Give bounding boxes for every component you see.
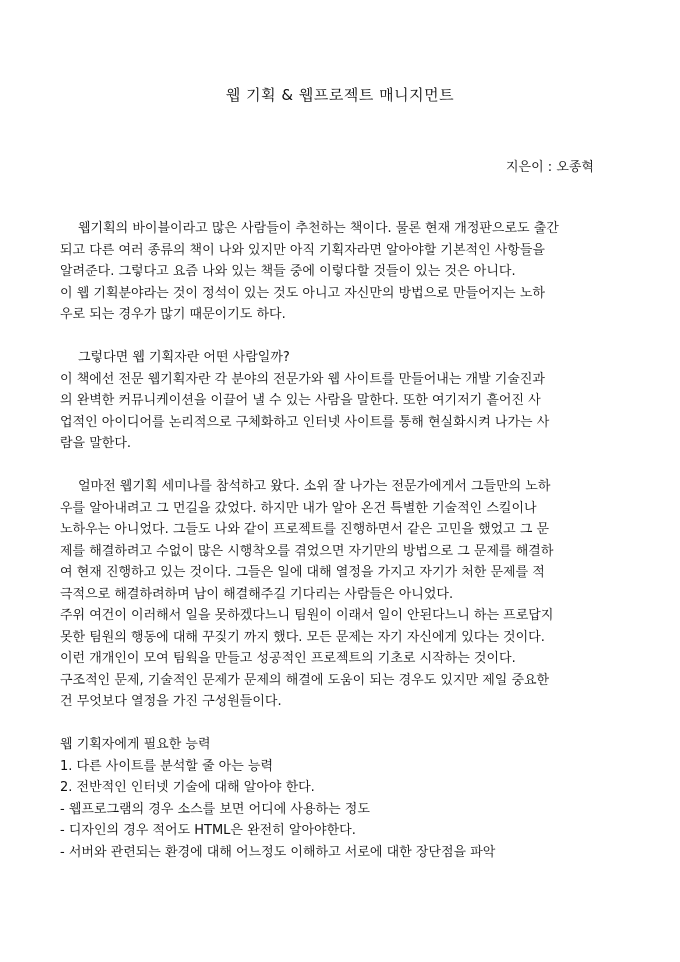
paragraph-line: 극적으로 해결하려하며 남이 해결해주길 기다리는 사람들은 아니었다.: [60, 586, 454, 602]
paragraph-line: 되고 다른 여러 종류의 책이 나와 있지만 아직 기획자라면 알아야할 기본적인 사항들을: [60, 242, 545, 258]
list-item: 2. 전반적인 인터넷 기술에 대해 알아야 한다.: [60, 780, 315, 795]
paragraph-line: 얼마전 웹기획 세미나를 참석하고 왔다. 소위 잘 나가는 전문가에게서 그들만의 노하: [78, 479, 551, 494]
list-item: - 웹프로그램의 경우 소스를 보면 어디에 사용하는 정도: [60, 801, 370, 817]
list-item: - 서버와 관련되는 환경에 대해 어느정도 이해하고 서로에 대한 장단점을 파악: [60, 844, 496, 860]
paragraph-spacer: [60, 455, 622, 477]
paragraph-line: 노하우는 아니었다. 그들도 나와 같이 프로젝트를 진행하면서 같은 고민을 했었고 그 문: [60, 522, 550, 537]
paragraph-line: 이 책에선 전문 웹기획자란 각 분야의 전문가와 웹 사이트를 만들어내는 개발 기술진과: [60, 371, 545, 387]
paragraph-line: 람을 말한다.: [60, 436, 132, 451]
paragraph-line: 주위 여건이 이러해서 일을 못하겠다느니 팀원이 이래서 일이 안된다느니 하는 프로답지: [60, 608, 554, 623]
paragraph-line: 우로 되는 경우가 많기 때문이기도 하다.: [60, 307, 286, 322]
ability-list: [60, 734, 622, 863]
paragraph-line: 구조적인 문제, 기술적인 문제가 문제의 해결에 도움이 되는 경우도 있지만 제일 중요한: [60, 672, 550, 688]
paragraph-line: 이런 개개인이 모여 팀웍을 만들고 성공적인 프로젝트의 기초로 시작하는 것이다.: [60, 651, 516, 666]
paragraph-line: 업적인 아이디어를 논리적으로 구체화하고 인터넷 사이트를 통해 현실화시켜 나가는 사: [60, 414, 550, 430]
paragraph-spacer: [60, 713, 622, 735]
paragraph-1: [60, 218, 622, 326]
paragraph-line: 여 현재 진행하고 있는 것이다. 그들은 일에 대해 열정을 가지고 자기가 처한 문제를 적: [60, 565, 545, 580]
list-item: 1. 다른 사이트를 분석할 줄 아는 능력: [60, 758, 274, 774]
paragraph-line: 못한 팀원의 행동에 대해 꾸짖기 까지 했다. 모든 문제는 자기 자신에게 있다는 것이다.: [60, 629, 545, 645]
paragraph-line: 우를 알아내려고 그 먼길을 갔었다. 하지만 내가 알아 온건 특별한 기술적인 스킬이나: [60, 500, 537, 516]
document-title: 웹 기획 & 웹프로젝트 매니지먼트: [225, 86, 455, 104]
paragraph-line: 제를 해결하려고 수없이 많은 시행착오를 겪었으면 자기만의 방법으로 그 문제를 해결하: [60, 543, 554, 559]
paragraph-3: [60, 476, 622, 713]
list-heading: 웹 기획자에게 필요한 능력: [60, 737, 211, 752]
paragraph-spacer: [60, 326, 622, 348]
document-body: [60, 218, 622, 863]
paragraph-line: 그렇다면 웹 기획자란 어떤 사람일까?: [78, 350, 290, 365]
document-author: 지은이 : 오종혁: [506, 160, 594, 175]
paragraph-line: 웹기획의 바이블이라고 많은 사람들이 추천하는 책이다. 물론 현재 개정판으로도 출간: [78, 221, 559, 236]
paragraph-line: 알려준다. 그렇다고 요즘 나와 있는 책들 중에 이렇다할 것들이 있는 것은 아니다.: [60, 264, 516, 279]
paragraph-line: 이 웹 기획분야라는 것이 정석이 있는 것도 아니고 자신만의 방법으로 만들어지는 노하: [60, 285, 545, 301]
paragraph-line: 건 무엇보다 열정을 가진 구성원들이다.: [60, 694, 282, 709]
list-item: - 디자인의 경우 적어도 HTML은 완전히 알아야한다.: [60, 823, 356, 838]
paragraph-line: 의 완벽한 커뮤니케이션을 이끌어 낼 수 있는 사람을 말한다. 또한 여기저기 흩어진 사: [60, 393, 541, 408]
paragraph-2: [60, 347, 622, 455]
